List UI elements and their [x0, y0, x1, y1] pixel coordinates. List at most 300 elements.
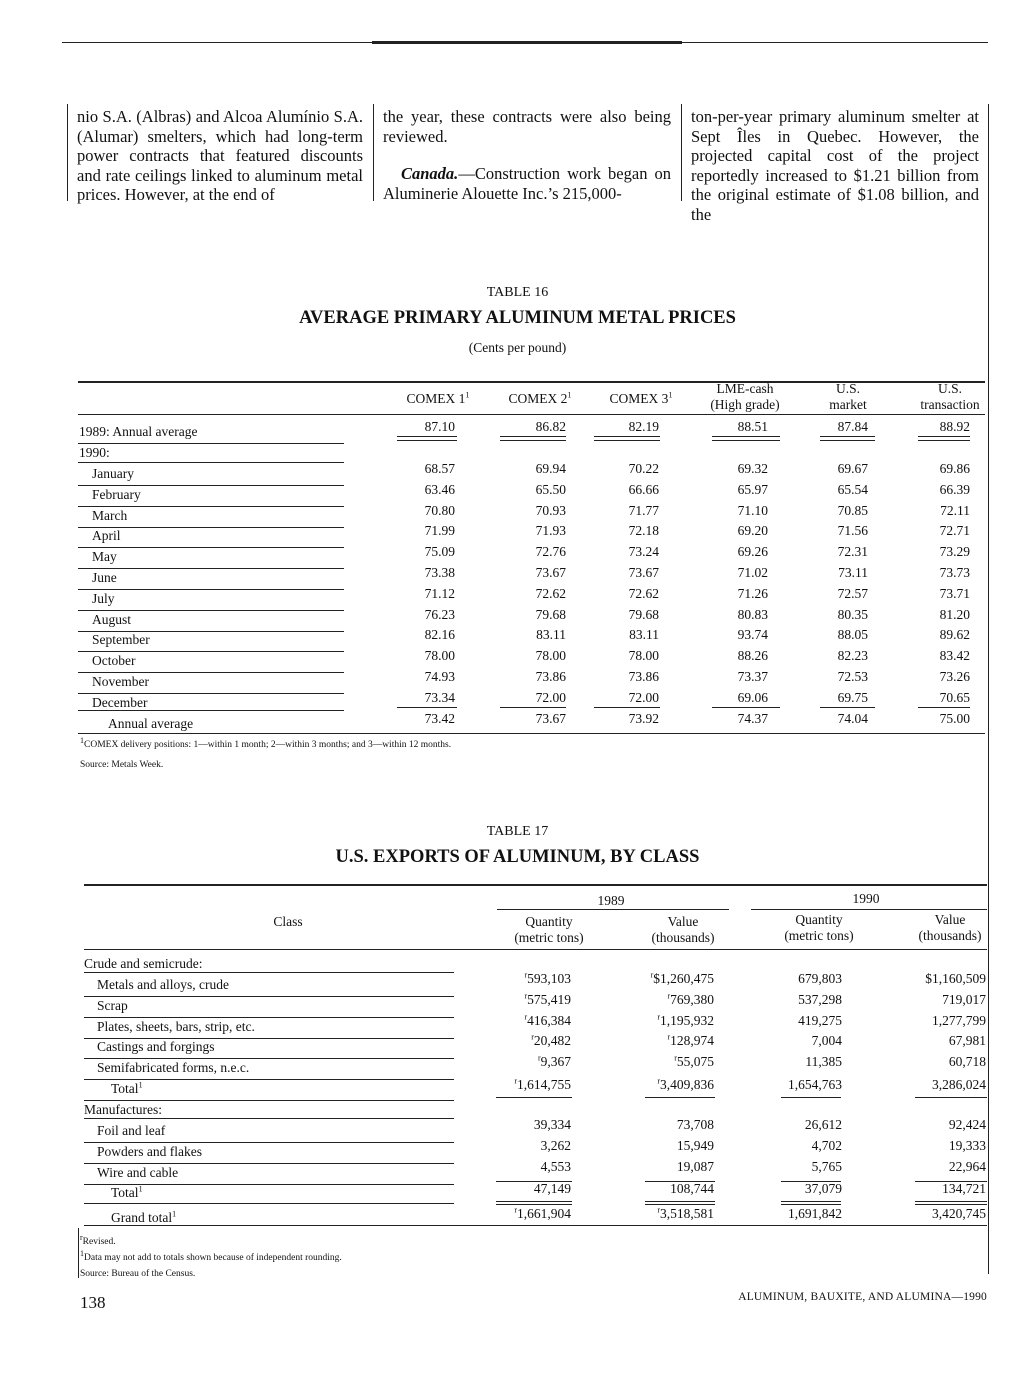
- table16-row-month-value: 76.23: [424, 606, 455, 622]
- table16-row-month-value: 68.57: [424, 461, 455, 476]
- table17-row-crude-label-text: Plates, sheets, bars, strip, etc.: [97, 1018, 255, 1034]
- table17-row-crude-value: [604, 1013, 714, 1029]
- table16-row-month-value: 78.00: [424, 648, 455, 664]
- table16-row-month-label: April: [92, 528, 121, 544]
- table17-row-grand-total-value-text: 1,661,904: [517, 1206, 571, 1221]
- revised-mark: r: [667, 1032, 671, 1042]
- table16-row-month-value: 79.68: [628, 606, 659, 622]
- table17-row-manufactures-value: [876, 1159, 986, 1175]
- table16-row-month-value: 69.20: [737, 523, 768, 539]
- table16-row-month-value: 83.11: [536, 627, 566, 643]
- table16-row-month-value: 72.31: [837, 544, 868, 560]
- value-double-rule: [712, 440, 780, 441]
- table17-row-crude-value-text: 679,803: [798, 971, 842, 986]
- value-double-rule: [712, 436, 780, 437]
- table16-row-annual-1990-value: 73.42: [424, 711, 455, 726]
- table16-row-1989-value: 87.84: [837, 419, 868, 434]
- table17-row-crude-value-text: 719,017: [942, 991, 986, 1007]
- table16-row-month-label: February: [92, 486, 141, 502]
- table17-row-crude-label: [97, 977, 229, 993]
- table17-row-crude-total-label-text: Total: [111, 1081, 139, 1096]
- table17-row-manufactures-total-value: [876, 1181, 986, 1197]
- table16-row-month-value: 71.77: [628, 502, 659, 518]
- table16-footnote-1: $^1$COMEX delivery positions: 1—within 1 month; 2—within 3 months; and 3—within 12 months.: [80, 735, 452, 750]
- table16-row-month-value: 78.00: [628, 648, 659, 664]
- table16-row-month-value: 72.00: [628, 689, 659, 705]
- table16-row-month-value: 69.26: [737, 544, 768, 560]
- body-paragraph: ton-per-year primary aluminum smelter at Sept Îles in Quebec. However, the projected capital cost of the project reportedly increased to $1.21 billion from the original estimate of $1.08 billion, and the: [691, 107, 979, 224]
- table17-footnotes: [80, 1232, 342, 1281]
- body-column-3: [691, 107, 979, 224]
- table17-row-manufactures-value: [461, 1138, 571, 1154]
- table17-row-crude-label: [97, 998, 128, 1014]
- table17-row-crude-value: [732, 971, 842, 987]
- table17-row-crude-label: [97, 1039, 215, 1055]
- table16-row-month-value: 71.56: [837, 523, 868, 539]
- table17-row-grand-total-value: [732, 1206, 842, 1222]
- table17-row-crude-value: [876, 971, 986, 987]
- table16-row-month-label: May: [92, 549, 117, 565]
- table17-source: Source: Bureau of the Census.: [80, 1269, 196, 1279]
- row-rule: [78, 462, 344, 463]
- table17-row-manufactures-value: [604, 1117, 714, 1133]
- column-rule-left: [67, 104, 68, 201]
- table17-row-manufactures-label-text: Powders and flakes: [97, 1143, 202, 1159]
- table17-row-manufactures-value: [461, 1159, 571, 1175]
- table17-row-grand-total: [0, 1205, 1035, 1230]
- body-paragraph: the year, these contracts were also being reviewed.: [383, 107, 671, 146]
- value-double-rule: [820, 440, 875, 441]
- table16-row-month-value: 81.20: [939, 606, 970, 622]
- value-double-rule: [915, 1201, 987, 1202]
- table17-col-qty90: Quantity (metric tons): [784, 912, 854, 943]
- table16-row-month-value: 65.97: [737, 481, 768, 497]
- table17-row-manufactures-value: [876, 1117, 986, 1133]
- revised-mark: r: [514, 1205, 517, 1215]
- value-rule: [594, 707, 660, 708]
- table17-row-grand-total-label-text: Grand total: [111, 1210, 173, 1225]
- table17-row-grand-total-label: [111, 1210, 176, 1226]
- table16-header-rule: [78, 414, 985, 415]
- revised-mark: r: [657, 1012, 660, 1022]
- table17-title: U.S. EXPORTS OF ALUMINUM, BY CLASS: [335, 847, 700, 867]
- value-double-rule: [500, 436, 566, 437]
- table17-row-manufactures-value-text: 19,087: [676, 1158, 714, 1174]
- table16-row-1989-value: 82.19: [628, 419, 659, 434]
- table17-row-crude-value-text: 1,277,799: [932, 1012, 986, 1028]
- table16-row-month-value: 69.67: [837, 461, 868, 476]
- table17-row-crude-total-value: [732, 1077, 842, 1093]
- table17-row-crude-value: [604, 1054, 714, 1070]
- table17-row-crude-value: [461, 1033, 571, 1049]
- table16-col-comex3: COMEX $3^1$: [609, 390, 673, 406]
- table17-row-manufactures-value: [732, 1138, 842, 1154]
- value-double-rule: [645, 1204, 715, 1205]
- table16-row-month-label: December: [92, 694, 148, 710]
- table17-row-crude-value-text: 20,482: [533, 1033, 571, 1049]
- table17-row-crude-value: [604, 971, 714, 987]
- table16-row-month-value: 89.62: [939, 627, 970, 643]
- row-rule: [84, 972, 454, 973]
- table17-row-crude-value-text: $1,260,475: [653, 971, 714, 986]
- value-double-rule: [781, 1204, 841, 1205]
- table17-number: TABLE 17: [486, 824, 549, 839]
- table16-row-month-value: 73.86: [535, 669, 566, 684]
- table16-row-month-value: 71.99: [424, 523, 455, 539]
- table16-footnotes: [80, 735, 452, 772]
- table16-row-month-value: 88.26: [737, 648, 768, 664]
- body-column-2: [383, 107, 671, 203]
- table17-row-manufactures-total-value: [732, 1181, 842, 1197]
- table16-row-annual-1990-label: Annual average: [108, 716, 194, 731]
- revised-mark: r: [650, 970, 654, 980]
- table17-row-crude-value: [732, 1033, 842, 1049]
- table17-col-val89: Value (thousands): [651, 914, 715, 945]
- revised-mark: r: [531, 1032, 534, 1042]
- table17-row-grand-total-value: [876, 1206, 986, 1222]
- table17-footnote-1: $^1$Data may not add to totals shown because of independent rounding.: [80, 1248, 342, 1263]
- table17-year-1989: 1989: [597, 893, 625, 908]
- table17-row-crude-value: [461, 1013, 571, 1029]
- table16-header-row: [0, 378, 1035, 414]
- table16-row-month-value: 73.24: [628, 544, 659, 560]
- table17-row-crude-value: [732, 1013, 842, 1029]
- body-text: —Construction work began on Aluminerie Alouette Inc.’s 215,000-: [383, 164, 671, 203]
- row-rule-double: [78, 443, 344, 444]
- table16-row-month-value: 71.02: [737, 565, 768, 580]
- table17-row-crude-value: [732, 1054, 842, 1070]
- table16-row-month-value: 70.85: [837, 502, 868, 518]
- row-rule: [84, 1203, 454, 1204]
- table16-row-1989-value: 86.82: [535, 419, 566, 434]
- table16-row-month-value: 88.05: [837, 627, 868, 643]
- revised-mark: r: [657, 1205, 660, 1215]
- table17-row-manufactures-value-text: 92,424: [948, 1117, 986, 1132]
- table16-row-month-value: 63.46: [424, 481, 455, 497]
- table17-row-manufactures-value: [604, 1159, 714, 1175]
- value-rule: [820, 707, 875, 708]
- table16-row-month-label: August: [92, 611, 132, 627]
- table17-row-crude-label-text: Semifabricated forms, n.e.c.: [97, 1060, 250, 1076]
- table17-row-crude-total-value: [461, 1077, 571, 1093]
- top-rule-accent: [372, 41, 682, 44]
- table17-row-crude-label: [97, 1019, 255, 1035]
- table16-row-month-value: 66.39: [939, 481, 970, 497]
- table17-row-crude-total-value-text: 3,286,024: [932, 1077, 986, 1092]
- footnote-mark: 1: [138, 1080, 143, 1090]
- table16-row-month-value: 73.73: [939, 565, 970, 580]
- table16-row-month-value: 72.18: [628, 523, 659, 539]
- table17-row-grand-total-value: [461, 1206, 571, 1222]
- value-double-rule: [915, 1204, 987, 1205]
- value-double-rule: [594, 440, 660, 441]
- table17-row-crude-value-text: 55,075: [676, 1054, 714, 1070]
- value-double-rule: [594, 436, 660, 437]
- table17-row-grand-total-value-text: 3,420,745: [932, 1206, 986, 1221]
- table17-row-manufactures-value-text: 3,262: [540, 1137, 571, 1153]
- table17-row-crude-label: [97, 1060, 249, 1076]
- table16-row-month-value: 72.62: [628, 585, 659, 601]
- table16-row-month-value: 78.00: [535, 648, 566, 664]
- table16-row-month-label: March: [92, 507, 128, 523]
- table17-footnote-revised: $^r$Revised.: [80, 1232, 116, 1247]
- table17-row-crude-value: [604, 992, 714, 1008]
- table16-row-month-value: 73.38: [424, 565, 455, 580]
- table16-row-month-label: July: [92, 590, 115, 606]
- table16-row-month-value: 83.42: [939, 648, 970, 664]
- table17-row-crude-value-text: 67,981: [948, 1033, 986, 1049]
- table16-row-month-value: 73.26: [939, 669, 970, 684]
- value-double-rule: [820, 436, 875, 437]
- table16-row-month-value: 82.16: [424, 627, 455, 643]
- table17-row-crude-value: [461, 1054, 571, 1070]
- table17-row-manufactures-total: [0, 1181, 1035, 1205]
- table16-row-month-value: 80.35: [837, 606, 868, 622]
- table17-row-crude-value-text: 575,419: [527, 991, 571, 1007]
- column-rule-1: [373, 104, 374, 201]
- table16-row-month-value: 66.66: [628, 481, 659, 497]
- table17-header-row: [0, 886, 1035, 948]
- value-double-rule: [397, 440, 457, 441]
- table17-row-grand-total-value-text: 3,518,581: [660, 1206, 714, 1221]
- table16-row-month-value: 73.34: [424, 689, 455, 705]
- table16-row-annual-1990-value: 73.92: [628, 711, 659, 726]
- table17-group-crude: Crude and semicrude:: [84, 956, 203, 971]
- revised-mark: r: [524, 1012, 528, 1022]
- table17-row-crude-value: [876, 1013, 986, 1029]
- table17-col-val90: Value (thousands): [918, 912, 982, 943]
- table17-row-manufactures-total-label-text: Total: [111, 1185, 139, 1200]
- table17-row-manufactures-value: [604, 1138, 714, 1154]
- table17-row-crude-value-text: 128,974: [670, 1033, 714, 1049]
- value-rule: [500, 707, 566, 708]
- table17-row-crude-total: [0, 1076, 1035, 1101]
- table16-row-month-value: 75.09: [424, 544, 455, 560]
- table16-row-annual-1990: [0, 711, 1035, 736]
- body-column-1: [77, 107, 363, 205]
- table16-row-month-value: 73.11: [838, 565, 868, 580]
- body-paragraph: nio S.A. (Albras) and Alcoa Alumínio S.A. (Alumar) smelters, which had long-term power contracts that featured discounts and rate ceilings linked to aluminum metal prices. However, at the end of: [77, 107, 363, 204]
- table17-row-crude-label-text: Castings and forgings: [97, 1039, 215, 1055]
- table17-row-manufactures-total-value-text: 37,079: [804, 1181, 842, 1196]
- table17-row-crude-value-text: 593,103: [527, 971, 571, 986]
- table16-row-month-value: 73.67: [628, 565, 659, 580]
- table17-row-crude-value-text: 419,275: [798, 1012, 842, 1028]
- table17-row-grand-total-value: [604, 1206, 714, 1222]
- table17-header-rule: [84, 949, 987, 950]
- table17-row-manufactures-value-text: 4,553: [540, 1158, 571, 1174]
- table16-row-annual-1990-value: 74.04: [837, 711, 868, 726]
- table16-row-month-value: 73.86: [628, 669, 659, 684]
- table16-row-annual-1990-value: 74.37: [737, 711, 768, 726]
- table16-title: AVERAGE PRIMARY ALUMINUM METAL PRICES: [299, 308, 736, 328]
- table16-row-month-value: 72.62: [535, 585, 566, 601]
- table16-row-month-value: 82.23: [837, 648, 868, 664]
- revised-mark: r: [667, 991, 671, 1001]
- table17-row-crude-value-text: 11,385: [805, 1054, 842, 1070]
- table17-row-manufactures-value-text: 22,964: [948, 1158, 986, 1174]
- table17-row-crude-value-text: 416,384: [527, 1012, 571, 1028]
- table16-source: Source: Metals Week.: [80, 760, 164, 770]
- table16-row-1989: [0, 419, 1035, 444]
- table16-row-month-label: June: [92, 570, 117, 585]
- table16-row-month-value: 80.83: [737, 606, 768, 622]
- table17-row-crude-label-text: Scrap: [97, 997, 128, 1013]
- table17-row-crude-total-label: [111, 1081, 143, 1097]
- table16-row-month-value: 72.00: [535, 689, 566, 705]
- table16-row-month-value: 72.53: [837, 669, 868, 684]
- table16-row-month-value: 73.29: [939, 544, 970, 560]
- table16-row-month-label: October: [92, 653, 136, 669]
- table17-row-manufactures-total-value-text: 134,721: [942, 1181, 986, 1196]
- table17-row-manufactures-label: [97, 1144, 202, 1160]
- table17-row-crude-value: [461, 992, 571, 1008]
- revised-mark: r: [514, 1076, 517, 1086]
- table17-row-crude-value: [604, 1033, 714, 1049]
- table16-row-month-value: 69.32: [737, 461, 768, 476]
- table17-row-crude-total-value-text: 3,409,836: [660, 1077, 714, 1092]
- table16-row-month-value: 93.74: [737, 627, 768, 643]
- table17-row-manufactures-label-text: Wire and cable: [97, 1164, 179, 1180]
- table16-col-comex1: COMEX $1^1$: [406, 390, 470, 406]
- table17-row-grand-total-value-text: 1,691,842: [788, 1206, 842, 1221]
- table16-row-month-value: 73.37: [737, 669, 768, 684]
- table16-row-1989-value: 88.51: [737, 419, 768, 434]
- table16-row-month-value: 70.65: [939, 689, 970, 705]
- table17-col-qty89: Quantity (metric tons): [514, 914, 584, 945]
- revised-mark: r: [524, 991, 528, 1001]
- section-heading-canada: Canada.: [401, 164, 459, 183]
- table17-year-1990: 1990: [852, 891, 880, 906]
- value-double-rule: [500, 440, 566, 441]
- revised-mark: r: [524, 970, 528, 980]
- table16-subtitle: (Cents per pound): [468, 340, 567, 355]
- value-double-rule: [918, 436, 970, 437]
- table17-col-class: Class: [273, 914, 303, 929]
- revised-mark: r: [674, 1053, 677, 1063]
- table16-row-1989-label: 1989: Annual average: [79, 424, 198, 439]
- table17-row-manufactures-total-label: [111, 1185, 143, 1201]
- table17-row-manufactures-total-value-text: 108,744: [670, 1181, 714, 1196]
- table17-row-crude-total-value-text: 1,614,755: [517, 1077, 571, 1092]
- row-rule: [84, 1118, 454, 1119]
- value-double-rule: [397, 436, 457, 437]
- table17-row-manufactures-value-text: 73,708: [676, 1117, 714, 1132]
- table17-row-crude-label-text: Metals and alloys, crude: [97, 977, 229, 992]
- revised-mark: r: [657, 1076, 660, 1086]
- table16-row-month-value: 70.93: [535, 502, 566, 518]
- table17-row-manufactures-value-text: 26,612: [804, 1117, 842, 1132]
- table17-row-manufactures-value-text: 4,702: [811, 1137, 842, 1153]
- table17-row-crude-value-text: 7,004: [811, 1033, 842, 1049]
- table17-row-manufactures-value: [876, 1138, 986, 1154]
- table16-row-month-value: 71.12: [424, 585, 455, 601]
- table16-col-comex2: COMEX $2^1$: [508, 390, 572, 406]
- table17-row-manufactures-label: [97, 1123, 165, 1139]
- table16-row-annual-1990-value: 73.67: [535, 711, 566, 726]
- table16-row-1989-value: 88.92: [939, 419, 970, 434]
- footnote-mark: 1: [138, 1184, 143, 1194]
- table16-row-month-value: 69.75: [837, 689, 868, 705]
- value-double-rule: [645, 1201, 715, 1202]
- table16-row-month-value: 83.11: [629, 627, 659, 643]
- table17-row-manufactures-total-value: [461, 1181, 571, 1197]
- table16-row-month-value: 73.71: [939, 585, 970, 601]
- table17-row-manufactures-label: [97, 1165, 178, 1181]
- table16-col-us-transaction: U.S. transaction: [920, 381, 980, 412]
- table16-row-month-value: 79.68: [535, 606, 566, 622]
- table16-row-month-value: 72.11: [940, 502, 970, 518]
- table16-row-1989-value: 87.10: [424, 419, 455, 434]
- table17-row-manufactures-value: [732, 1117, 842, 1133]
- value-double-rule: [918, 440, 970, 441]
- table16-col-lme: LME-cash (High grade): [710, 381, 780, 412]
- table17-row-crude-total-value: [604, 1077, 714, 1093]
- table17-row-crude-value-text: 1,195,932: [660, 1012, 714, 1028]
- footnote-mark: 1: [172, 1209, 177, 1219]
- table16-col-us-market: U.S. market: [829, 381, 867, 412]
- value-rule: [918, 707, 970, 708]
- table17-group-manufactures: Manufactures:: [84, 1102, 162, 1117]
- revised-mark: r: [537, 1053, 541, 1063]
- table16-number: TABLE 16: [486, 285, 549, 300]
- table16-row-month-value: 69.06: [737, 689, 768, 705]
- row-rule: [78, 710, 344, 711]
- table16-group-1990: 1990:: [79, 445, 110, 460]
- table17-row-manufactures-total-value: [604, 1181, 714, 1197]
- running-head: ALUMINUM, BAUXITE, AND ALUMINA—1990: [738, 1291, 987, 1303]
- table16-row-month-label: September: [92, 632, 150, 648]
- table17-row-manufactures-value: [461, 1117, 571, 1133]
- column-rule-2: [681, 104, 682, 201]
- table17-row-crude-total-value-text: 1,654,763: [788, 1077, 842, 1092]
- table16-row-month-value: 72.57: [837, 585, 868, 601]
- table17-row-manufactures-total-value-text: 47,149: [533, 1181, 571, 1196]
- table17-row-crude-value: [876, 1033, 986, 1049]
- table16-row-month-value: 71.26: [737, 585, 768, 601]
- table17-row-crude-value: [876, 992, 986, 1008]
- table17-row-crude-total-value: [876, 1077, 986, 1093]
- table16-row-month-value: 72.71: [939, 523, 970, 539]
- table17-row-crude-value: [732, 992, 842, 1008]
- table17-row-manufactures-value-text: 19,333: [948, 1137, 986, 1153]
- table16-row-month-value: 65.50: [535, 481, 566, 497]
- table17-row-crude-value: [876, 1054, 986, 1070]
- value-rule: [712, 707, 780, 708]
- table16-row-month-value: 70.22: [628, 461, 659, 476]
- table16-row-month-value: 72.76: [535, 544, 566, 560]
- table16-row-month-value: 70.80: [424, 502, 455, 518]
- table17-row-manufactures-value-text: 15,949: [676, 1137, 714, 1153]
- table16-row-month-value: 69.86: [939, 461, 970, 476]
- value-double-rule: [496, 1204, 572, 1205]
- value-double-rule: [781, 1201, 841, 1202]
- table17-row-manufactures-value-text: 39,334: [533, 1117, 571, 1132]
- value-double-rule: [496, 1201, 572, 1202]
- table17-row-crude-value-text: $1,160,509: [925, 971, 986, 986]
- table16-row-month-value: 71.93: [535, 523, 566, 539]
- table17-row-crude-value-text: 9,367: [540, 1054, 571, 1070]
- table16-row-month-value: 69.94: [535, 461, 566, 476]
- table17-row-crude-value-text: 769,380: [670, 991, 714, 1007]
- footnote-rule: [78, 1228, 79, 1278]
- table16-row-month-label: November: [92, 674, 149, 689]
- page-number: 138: [80, 1293, 106, 1312]
- table17-row-crude-value: [461, 971, 571, 987]
- value-rule: [397, 707, 457, 708]
- body-paragraph: [383, 164, 671, 203]
- table16-row-month-value: 73.67: [535, 565, 566, 580]
